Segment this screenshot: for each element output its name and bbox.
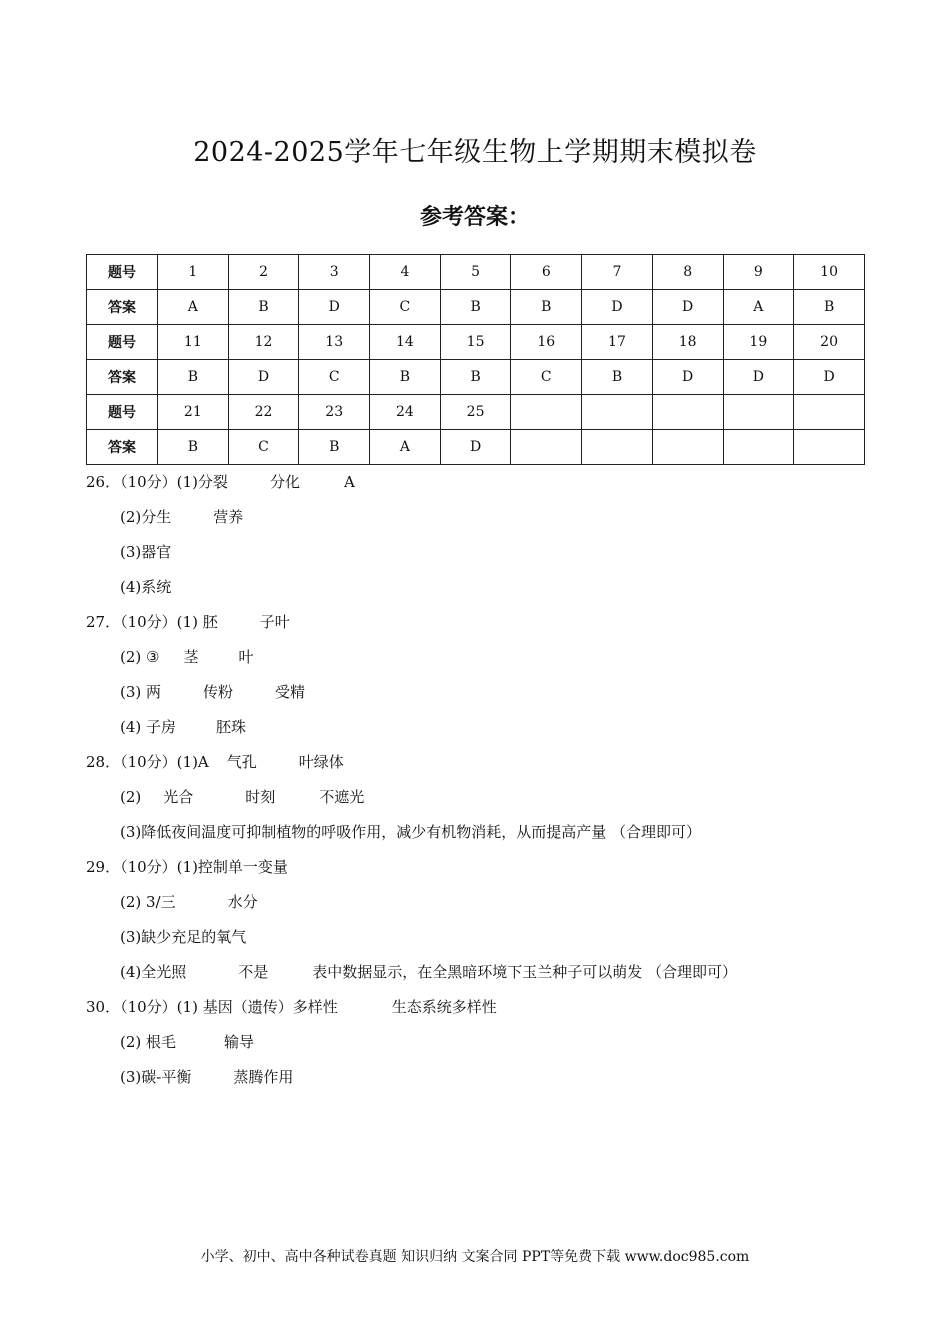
question-number-cell: 12 [228, 325, 299, 360]
sub-answer: (2) [120, 788, 142, 806]
answer-letter-cell: C [370, 290, 441, 325]
answer-letter-cell [794, 430, 865, 465]
question-number-cell: 6 [511, 255, 582, 290]
question-number-cell: 13 [299, 325, 370, 360]
answer-26-part: 分化 [269, 473, 300, 491]
answer-27-part: 子叶 [259, 613, 290, 631]
question-number-cell: 2 [228, 255, 299, 290]
answer-letter-cell: A [723, 290, 794, 325]
sub-answer: (3)降低夜间温度可抑制植物的呼吸作用，减少有机物消耗，从而提高产量 （合理即可） [120, 823, 702, 841]
question-number-cell: 1 [158, 255, 229, 290]
sub-answer: 胚珠 [216, 718, 247, 736]
sub-answer: (4)全光照 [120, 963, 187, 981]
answer-28-part: 气孔 [226, 753, 257, 771]
question-label: 题号 [87, 255, 158, 290]
answer-27-head: 27．（10分）(1) 胚 [86, 613, 218, 631]
answer-letter-cell [723, 430, 794, 465]
question-number-cell: 5 [440, 255, 511, 290]
sub-answer: (3)缺少充足的氧气 [120, 928, 247, 946]
answer-28-head: 28．（10分）(1)A [86, 753, 209, 771]
answer-letter-cell: B [794, 290, 865, 325]
answer-28-2 [120, 786, 364, 807]
answer-letter-cell: C [228, 430, 299, 465]
answer-letter-cell: D [440, 430, 511, 465]
sub-answer: 不是 [238, 963, 269, 981]
answer-row [87, 290, 865, 325]
answer-26-2 [120, 506, 243, 527]
answer-letter-cell: D [652, 290, 723, 325]
answer-letter-cell: D [582, 290, 653, 325]
sub-answer: 传粉 [203, 683, 234, 701]
answer-letter-cell: B [511, 290, 582, 325]
answer-26-4 [120, 576, 171, 597]
question-number-cell [582, 395, 653, 430]
question-number-cell: 15 [440, 325, 511, 360]
sub-answer: 叶 [238, 648, 254, 666]
answer-letter-cell [511, 430, 582, 465]
answer-letter-cell: D [228, 360, 299, 395]
answer-27-2 [120, 646, 254, 667]
question-number-cell: 23 [299, 395, 370, 430]
sub-answer: 输导 [224, 1033, 255, 1051]
answer-label: 答案 [87, 290, 158, 325]
sub-answer: (3)器官 [120, 543, 172, 561]
answer-letter-cell: D [652, 360, 723, 395]
answer-row [87, 430, 865, 465]
answer-29-3 [120, 926, 246, 947]
sub-answer: 营养 [213, 508, 244, 526]
sub-answer: (3) 两 [120, 683, 162, 701]
answer-letter-cell: A [158, 290, 229, 325]
answer-letter-cell: B [158, 430, 229, 465]
answer-29 [86, 856, 288, 877]
answer-26-part: A [343, 473, 355, 491]
question-number-cell [652, 395, 723, 430]
question-number-cell: 10 [794, 255, 865, 290]
sub-answer: (2) 3/三 [120, 893, 176, 911]
sub-answer: 表中数据显示，在全黑暗环境下玉兰种子可以萌发 （合理即可） [312, 963, 738, 981]
sub-answer: (4)系统 [120, 578, 172, 596]
sub-answer: (2) 根毛 [120, 1033, 177, 1051]
answer-28-part: 叶绿体 [298, 753, 344, 771]
sub-answer: (2)分生 [120, 508, 172, 526]
page-title: 2024-2025学年七年级生物上学期期末模拟卷 [193, 137, 757, 168]
answer-label: 答案 [87, 430, 158, 465]
answer-letter-cell [652, 430, 723, 465]
page-subtitle: 参考答案： [419, 205, 530, 230]
answer-30-head: 30．（10分）(1) 基因（遗传）多样性 [86, 998, 338, 1016]
question-number-cell: 18 [652, 325, 723, 360]
answer-letter-cell: B [440, 360, 511, 395]
question-number-cell: 9 [723, 255, 794, 290]
question-number-cell [794, 395, 865, 430]
answer-29-head: 29．（10分）(1)控制单一变量 [86, 858, 288, 876]
question-number-cell: 22 [228, 395, 299, 430]
answer-28 [86, 751, 344, 772]
question-label: 题号 [87, 325, 158, 360]
question-number-cell: 11 [158, 325, 229, 360]
question-number-cell: 19 [723, 325, 794, 360]
answer-letter-cell: B [158, 360, 229, 395]
answer-letter-cell: B [228, 290, 299, 325]
answer-29-4 [120, 961, 737, 982]
sub-answer: 时刻 [245, 788, 276, 806]
answer-30-part: 生态系统多样性 [391, 998, 497, 1016]
answer-27-3 [120, 681, 305, 702]
answer-letter-cell: D [723, 360, 794, 395]
question-number-cell: 20 [794, 325, 865, 360]
answer-row [87, 360, 865, 395]
sub-answer: 不遮光 [319, 788, 365, 806]
question-label: 题号 [87, 395, 158, 430]
question-number-cell: 7 [582, 255, 653, 290]
sub-answer: 水分 [227, 893, 258, 911]
answer-letter-cell: A [370, 430, 441, 465]
sub-answer: (3)碳-平衡 [120, 1068, 192, 1086]
answer-letter-cell: B [582, 360, 653, 395]
question-number-cell: 25 [440, 395, 511, 430]
question-row [87, 395, 865, 430]
question-number-cell [723, 395, 794, 430]
question-number-cell: 16 [511, 325, 582, 360]
question-number-cell: 8 [652, 255, 723, 290]
answer-letter-cell: B [370, 360, 441, 395]
answer-26 [86, 471, 355, 492]
answer-letter-cell: C [299, 360, 370, 395]
answer-letter-cell: B [299, 430, 370, 465]
answer-30-2 [120, 1031, 254, 1052]
answer-26-3 [120, 541, 171, 562]
question-row [87, 325, 865, 360]
answer-label: 答案 [87, 360, 158, 395]
answer-27 [86, 611, 290, 632]
answer-30 [86, 996, 497, 1017]
question-number-cell: 17 [582, 325, 653, 360]
answer-letter-cell: D [794, 360, 865, 395]
sub-answer: (4) 子房 [120, 718, 177, 736]
answer-letter-cell: D [299, 290, 370, 325]
answer-letter-cell [582, 430, 653, 465]
answer-letter-cell: C [511, 360, 582, 395]
sub-answer: 茎 [183, 648, 199, 666]
answer-30-3 [120, 1066, 293, 1087]
question-number-cell: 24 [370, 395, 441, 430]
answer-27-4 [120, 716, 246, 737]
question-number-cell [511, 395, 582, 430]
sub-answer: 光合 [163, 788, 194, 806]
question-number-cell: 14 [370, 325, 441, 360]
answer-28-3 [120, 821, 701, 842]
question-number-cell: 4 [370, 255, 441, 290]
sub-answer: 受精 [275, 683, 306, 701]
answer-29-2 [120, 891, 258, 912]
question-number-cell: 21 [158, 395, 229, 430]
answer-26-head: 26．（10分）(1)分裂 [86, 473, 228, 491]
sub-answer: 蒸腾作用 [233, 1068, 294, 1086]
page-footer: 小学、初中、高中各种试卷真题 知识归纳 文案合同 PPT等免费下载 www.doc985.com [200, 1249, 750, 1265]
sub-answer: (2) ③ [120, 648, 160, 666]
answer-table [86, 254, 865, 465]
answer-letter-cell: B [440, 290, 511, 325]
question-row [87, 255, 865, 290]
question-number-cell: 3 [299, 255, 370, 290]
